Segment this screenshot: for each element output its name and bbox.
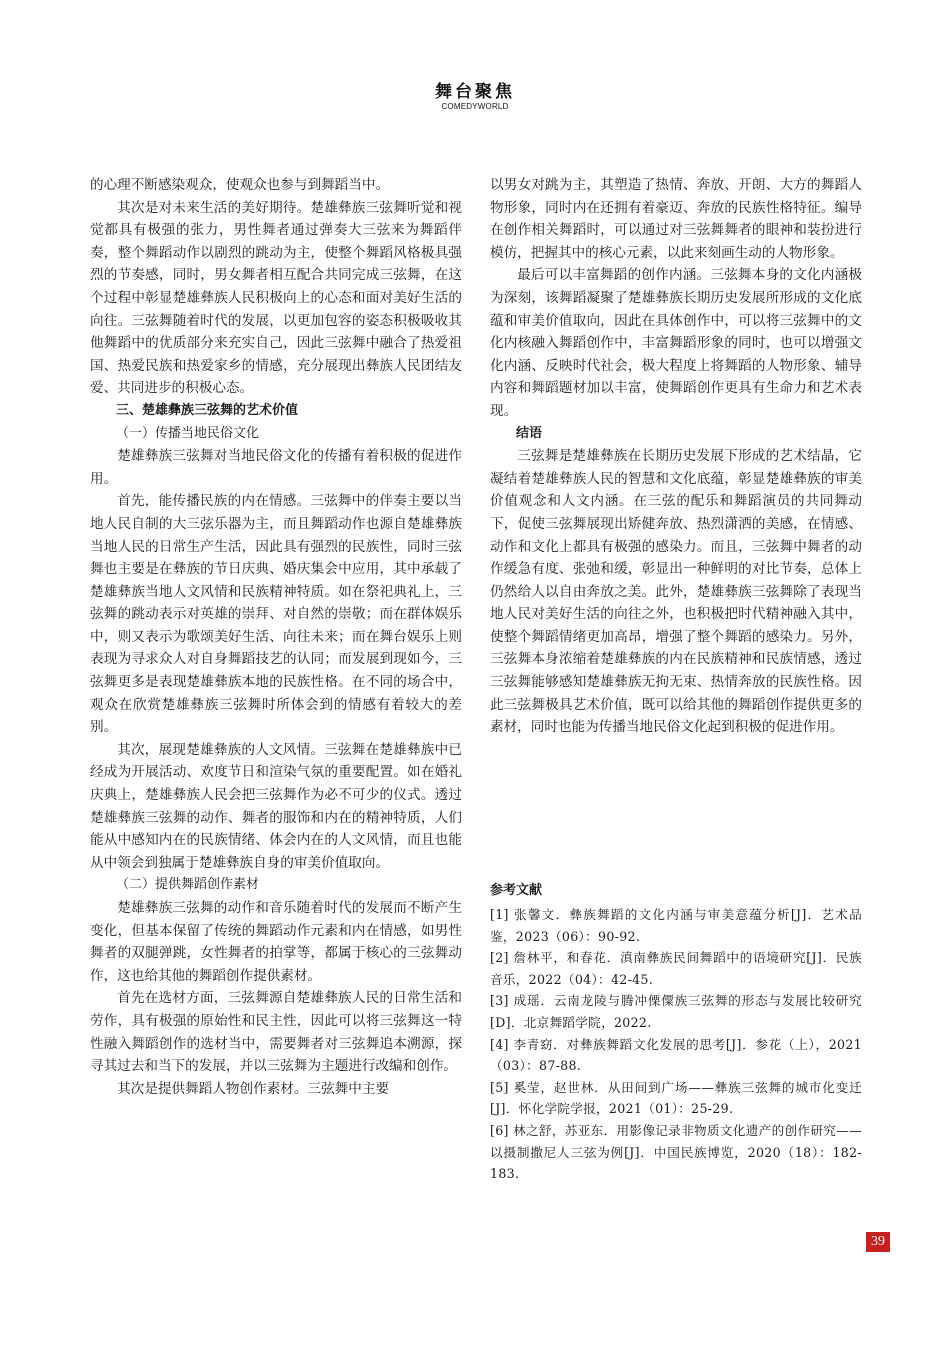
page-number-badge: 39 xyxy=(866,1232,890,1252)
right-column xyxy=(490,174,862,739)
reference-item: [4] 李青窈．对彝族舞蹈文化发展的思考[J]．参花（上），2021（03）：87-88. xyxy=(490,1036,862,1074)
paragraph: 首先在选材方面，三弦舞源自楚雄彝族人民的日常生活和劳作，具有极强的原始性和民主性，因此可以将三弦舞这一特性融入舞蹈创作的选材当中，需要舞者对三弦舞追本溯源，探寻其过去和当下的发展，并以三弦舞为主题进行改编和创作。 xyxy=(90,990,462,1075)
subsection-heading: （一）传播当地民俗文化 xyxy=(116,425,260,441)
paragraph: 楚雄彝族三弦舞对当地民俗文化的传播有着积极的促进作用。 xyxy=(90,448,462,487)
reference-item: [5] 奚莹，赵世林．从田间到广场——彝族三弦舞的城市化变迁[J]．怀化学院学报，2021（01）：25-29. xyxy=(490,1079,862,1117)
paragraph: 楚雄彝族三弦舞的动作和音乐随着时代的发展而不断产生变化，但基本保留了传统的舞蹈动作元素和内在情感，如男性舞者的双腿弹跳，女性舞者的拍掌等，都属于核心的三弦舞动作，这也给其他的舞蹈创作提供素材。 xyxy=(90,900,462,984)
reference-item: [3] 成瑶．云南龙陵与腾冲傈僳族三弦舞的形态与发展比较研究[D]．北京舞蹈学院，2022. xyxy=(490,993,862,1030)
references-title: 参考文献 xyxy=(490,883,543,898)
paragraph: 三弦舞是楚雄彝族在长期历史发展下形成的艺术结晶，它凝结着楚雄彝族人民的智慧和文化底蕴，彰显楚雄彝族的审美价值观念和人文内涵。在三弦的配乐和舞蹈演员的共同舞动下，促使三弦舞展现出矫健奔放、热烈潇洒的美感，在情感、动作和文化上都具有极强的感染力。而且，三弦舞中舞者的动作缓急有度、张弛和缓，彰显出一种鲜明的对比节奏，总体上仍然给人以自由奔放之美。此外，楚雄彝族三弦舞除了表现当地人民对美好生活的向往之外，也积极把时代精神融入其中，使整个舞蹈情绪更加高昂，增强了整个舞蹈的感染力。另外，三弦舞本身浓缩着楚雄彝族的内在民族精神和民族情感，透过三弦舞能够感知楚雄彝族无拘无束、热情奔放的民族性格。因此三弦舞极具艺术价值，既可以给其他的舞蹈创作提供更多的素材，同时也能为传播当地民俗文化起到积极的促进作用。 xyxy=(490,448,862,736)
reference-item: [6] 林之舒，苏亚东．用影像记录非物质文化遗产的创作研究——以摄制撒尼人三弦为例[J]．中国民族博览，2020（18）：182-183. xyxy=(490,1122,862,1182)
reference-item: [2] 詹林平，和春花．滇南彝族民间舞蹈中的语境研究[J]．民族音乐，2022（04）：42-45. xyxy=(490,950,862,987)
paragraph: 其次，展现楚雄彝族的人文风情。三弦舞在楚雄彝族中已经成为开展活动、欢度节日和渲染气氛的重要配置。如在婚礼庆典上，楚雄彝族人民会把三弦舞作为必不可少的仪式。透过楚雄彝族三弦舞的动作、舞者的服饰和内在的精神特质，人们能从中感知内在的民族情绪、体会内在的人文风情，而且也能从中领会到独属于楚雄彝族自身的审美价值取向。 xyxy=(90,741,462,871)
journal-brand-title: 舞台聚焦 xyxy=(435,82,515,102)
left-column xyxy=(90,174,462,1100)
subsection-heading: （二）提供舞蹈创作素材 xyxy=(116,877,260,893)
paragraph: 最后可以丰富舞蹈的创作内涵。三弦舞本身的文化内涵极为深刻，该舞蹈凝聚了楚雄彝族长期历史发展所形成的文化底蕴和审美价值取向，因此在具体创作中，可以将三弦舞中的文化内核融入舞蹈创作中，丰富舞蹈形象的同时，也可以增强文化内涵、反映时代社会，极大程度上将舞蹈的人物形象、辅导内容和舞蹈题材加以丰富，使舞蹈创作更具有生命力和艺术表现。 xyxy=(490,267,862,419)
paragraph: 以男女对跳为主，其塑造了热情、奔放、开朗、大方的舞蹈人物形象，同时内在还拥有着豪迈、奔放的民族性格特征。编导在创作相关舞蹈时，可以通过对三弦舞舞者的眼神和装扮进行模仿，把握其中的核心元素，以此来刻画生动的人物形象。 xyxy=(490,177,862,261)
paragraph: 其次是对未来生活的美好期待。楚雄彝族三弦舞听觉和视觉都具有极强的张力，男性舞者通过弹奏大三弦来为舞蹈伴奏，整个舞蹈动作以剧烈的跳动为主，使整个舞蹈风格极具强烈的节奏感，同时，男女舞者相互配合共同完成三弦舞，在这个过程中彰显楚雄彝族人民积极向上的心态和面对美好生活的向往。三弦舞随着时代的发展，以更加包容的姿态积极吸收其他舞蹈中的优质部分来充实自己，因此三弦舞中融合了热爱祖国、热爱民族和热爱家乡的情感，充分展现出彝族人民团结友爱、共同进步的积极心态。 xyxy=(90,199,462,397)
references-section xyxy=(490,880,862,1185)
paragraph: 其次是提供舞蹈人物创作素材。三弦舞中主要 xyxy=(117,1080,390,1097)
journal-brand-subtitle: COMEDYWORLD xyxy=(441,102,509,111)
section-heading: 三、楚雄彝族三弦舞的艺术价值 xyxy=(116,402,299,418)
conclusion-heading: 结语 xyxy=(516,425,543,441)
paragraph: 首先，能传播民族的内在情感。三弦舞中的伴奏主要以当地人民自制的大三弦乐器为主，而且舞蹈动作也源自楚雄彝族当地人民的日常生产生活，因此具有强烈的民族性，同时三弦舞也主要是在彝族的节日庆典、婚庆集会中应用，其中承载了楚雄彝族当地人文风情和民族精神特质。如在祭祀典礼上，三弦舞的跳动表示对英雄的崇拜、对自然的崇敬；而在群体娱乐中，则又表示为歌颂美好生活、向往未来；而在舞台娱乐上则表现为寻求众人对自身舞蹈技艺的认同；而发展到现如今，三弦舞更多是表现楚雄彝族本地的民族性格。在不同的场合中，观众在欣赏楚雄彝族三弦舞时所体会到的情感有着较大的差别。 xyxy=(90,493,462,736)
reference-item: [1] 张馨文．彝族舞蹈的文化内涵与审美意蕴分析[J]．艺术品鉴，2023（06）：90-92. xyxy=(490,907,862,944)
journal-header xyxy=(0,82,950,112)
paragraph: 的心理不断感染观众，使观众也参与到舞蹈当中。 xyxy=(90,177,390,193)
